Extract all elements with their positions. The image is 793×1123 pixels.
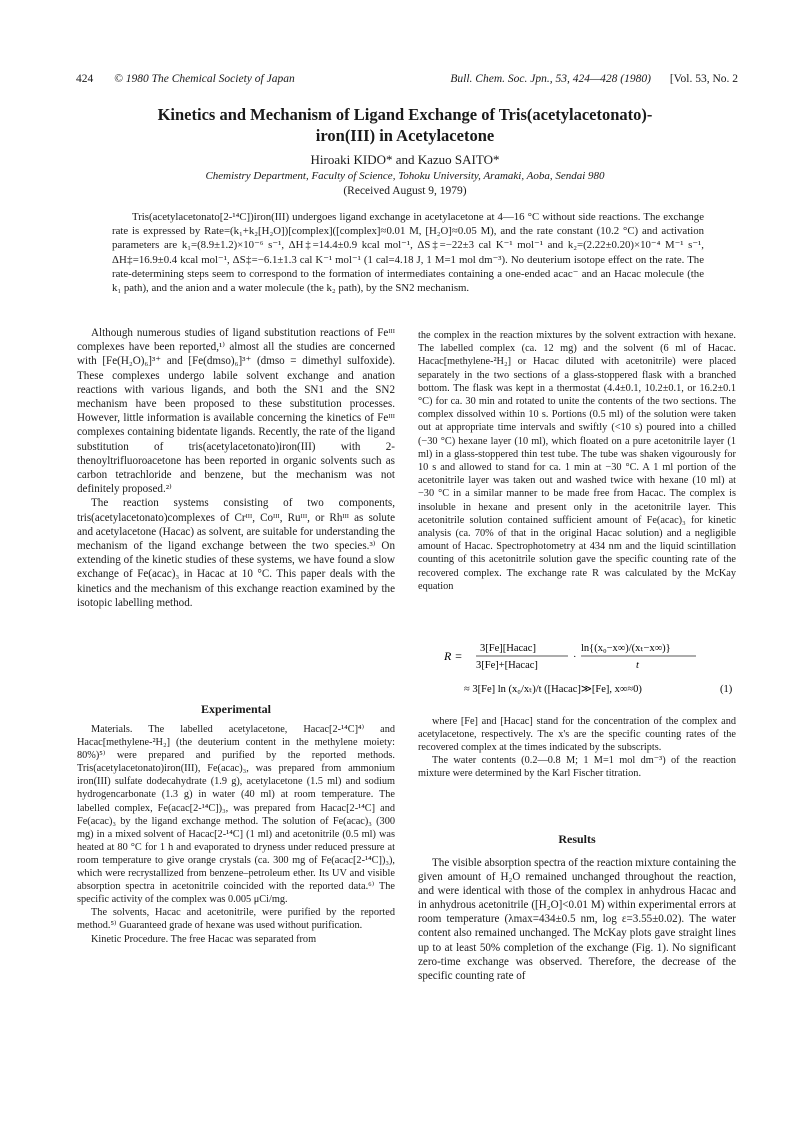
abstract: Tris(acetylacetonato[2-¹⁴C])iron(III) undergoes ligand exchange in acetylacetone at 4—16 °C without side reactions. The exchange rate is expressed by Rate=(k₁+k₂[H₂O])[complex]([complex]≈0.01 M, [H₂O]≈0.05 M), and the rate constant (10.2 °C) and activation parameters are k₁=(8.9±1.2)×10⁻⁶ s⁻¹, ΔH‡=14.4±0.9 kcal mol⁻¹, ΔS‡=−22±3 cal K⁻¹ mol⁻¹ and k₂=(2.22±0.20)×10⁻⁴ M⁻¹ s⁻¹, ΔH‡=16.9±0.4 kcal mol⁻¹, ΔS‡=−6.1±1.3 cal K⁻¹ mol⁻¹ (1 cal=4.18 J, 1 M=1 mol dm⁻³). No deuterium isotope effect on the rate. The rate-determining steps seem to correspond to the formation of intermediates containing a one-ended acac⁻ and an Hacac molecule (the k₁ path), and the anion and a water molecule (the k₂ path), by the SN2 mechanism.	[112, 211, 704, 295]
authors: Hiroaki KIDO* and Kazuo SAITO*	[310, 152, 500, 167]
page-number: 424	[76, 73, 94, 85]
experimental-text	[77, 723, 395, 946]
intro-paragraph-1: Although numerous studies of ligand substitution reactions of Feᴵᴵᴵ complexes have been reported,¹⁾ almost all the studies are concerned with [Fe(H₂O)₆]³⁺ and [Fe(dmso)₆]³⁺ (dmso = dimethyl sulfoxide). These complexes undergo labile solvent exchange and anation reactions with various ligands, and both the SN1 and the SN2 mechanism have been proposed to these substitution processes. However, little information is available concerning the kinetics of Feᴵᴵᴵ complexes containing bidentate ligands. Recently, the rate of the ligand substitution of tris(acetylacetonato)iron(III) with 2-thenoyltrifluoroacetone has been reported in organic solvents such as carbon tetrachloride and benzene, but the mechanism was not definitely proposed.²⁾	[77, 327, 395, 496]
water-content-paragraph: The water contents (0.2—0.8 M; 1 M=1 mol dm⁻³) of the reaction mixture were determined by the Karl Fischer titration.	[418, 755, 736, 780]
right-column-procedure	[418, 329, 736, 593]
eq-number: (1)	[720, 684, 733, 695]
article-title	[60, 104, 750, 146]
affiliation: Chemistry Department, Faculty of Science, Tohoku University, Aramaki, Aoba, Sendai 980	[205, 170, 605, 182]
where-paragraph: where [Fe] and [Hacac] stand for the concentration of the complex and acetylacetone, respectively. The x's are the specific counting rates of the recovered complex at the times indicated by the subscripts.	[418, 716, 736, 754]
left-column-intro	[77, 326, 395, 610]
eq-numerator-1: 3[Fe][Hacac]	[480, 643, 536, 654]
results-text	[418, 856, 736, 983]
results-heading: Results	[558, 832, 596, 846]
running-header	[76, 73, 738, 85]
mckay-equation	[418, 637, 736, 707]
title-line-2: iron(III) in Acetylacetone	[315, 126, 495, 145]
solvents-paragraph: The solvents, Hacac and acetonitrile, were purified by the reported method.⁵⁾ Guaranteed grade of hexane was used without purification.	[77, 907, 395, 932]
procedure-paragraph: the complex in the reaction mixtures by the solvent extraction with hexane. The labelled complex (ca. 12 mg) and the solvent (6 ml of Hacac. Hacac[methylene-²H₂] or Hacac diluted with acetonitrile) were placed separately in the two sections of a glass-stoppered flask with a branched bottom. The flask was kept in a thermostat (4.4±0.1, 10.2±0.1, or 16.2±0.1 °C) for ca. 30 min and rotated to unite the contents of the two sections. The complex dissolved within 10 s. Portions (0.5 ml) of the solution were taken out at appropriate time intervals and swiftly (<10 s) poured into a chilled (−30 °C) hexane layer (10 ml), which floated on a pure acetonitrile layer (1 ml) in a glass-stoppered thin test tube. The tube was shaken vigourously for 10 s and allowed to stand for ca. 1 min at −30 °C. A 1 ml portion of the acetonitrile layer was taken out and washed twice with hexane (10 ml) at −30 °C in a similar manner to be made free from Hacac. The complex is insoluble in hexane and present only in the acetonitrile layer. This acetonitrile solution contained sufficient amount of Fe(acac)₃ for kinetic analysis (ca. 70% of that in the original Hacac solution) and a negligible amount of Hacac. Spectrophotometry at 434 nm and the liquid scintillation counting of this acetonitrile solution gave the specific counting rate of the recovered complex. The exchange rate R was calculated by the McKay equation	[418, 330, 736, 592]
experimental-heading: Experimental	[201, 702, 271, 716]
copyright-notice: © 1980 The Chemical Society of Japan	[114, 73, 295, 85]
equation-graphic	[418, 637, 736, 707]
received-date: (Received August 9, 1979)	[343, 185, 467, 197]
eq-denominator-2: t	[636, 660, 639, 671]
results-paragraph-1: The visible absorption spectra of the reaction mixture containing the given amount of H₂O remained unchanged throughout the reaction, and were identical with those of the complex in anhydrous Hacac and in anhydrous acetonitrile ([H₂O]<0.01 M) within experimental errors at room temperature (λmax=434±0.5 nm, log ε=3.55±0.02). The water content also remained unchanged. The McKay plots gave straight lines up to at least 50% completion of the exchange (Fig. 1). No significant zero-time exchange was observed. Therefore, the decrease of the specific counting rate of	[418, 857, 736, 982]
eq-lhs: R =	[444, 649, 463, 663]
kinetic-procedure-paragraph: Kinetic Procedure. The free Hacac was separated from	[91, 933, 317, 945]
materials-paragraph: Materials. The labelled acetylacetone, Hacac[2-¹⁴C]⁴⁾ and Hacac[methylene-²H₂] (the deuterium content in the methylene moiety: 80%)⁵⁾ were prepared and purified by the reported methods. Tris(acetylacetonato)iron(III), Fe(acac)₃, was prepared from ammonium iron(III) sulfate dodecahydrate (1.9 g), acetylacetone (1.5 ml) and sodium hydrogencarbonate (1.3 g) in water (40 ml) at room temperature. The labelled complex, Fe(acac[2-¹⁴C])₃, was prepared from Hacac[2-¹⁴C] and Fe(acac)₃ by the ligand exchange method. The solution of Fe(acac)₃ (300 mg) in a mixed solvent of Hacac[2-¹⁴C] (1 ml) and acetonitrile (0.5 ml) was heated at 80 °C for 1 h and evaporated to dryness under reduced pressure at room temperature to give orange crystals (ca. 300 mg of Fe(acac[2-¹⁴C])₃), which were recrystallized from benzene–petroleum ether. Its UV and visible absorption spectra in acetonitrile coincided with the reported data.⁶⁾ The specific activity of the complex was 0.005 μCi/mg.	[77, 724, 395, 906]
title-line-1: Kinetics and Mechanism of Ligand Exchange of Tris(acetylacetonato)-	[157, 105, 653, 124]
intro-paragraph-2: The reaction systems consisting of two components, tris(acetylacetonato)complexes of Crᴵᴵᴵ, Coᴵᴵᴵ, Ruᴵᴵᴵ, or Rhᴵᴵᴵ as solute and acetylacetone (Hacac) as solvent, are suitable for understanding the mechanism of the ligand exchange between the two species.³⁾ On extending of the kinetic studies of these systems, we have found a slow exchange of Fe(acac)₃ in Hacac at 10 °C. This paper deals with the kinetics and the mechanism of this exchange reaction examined by the isotopic labelling method.	[77, 497, 395, 609]
right-column-after-equation	[418, 715, 736, 780]
eq-denominator-1: 3[Fe]+[Hacac]	[476, 660, 538, 671]
eq-numerator-2: ln{(x₀−x∞)/(xₜ−x∞)}	[581, 643, 671, 654]
experimental-section-heading	[77, 702, 395, 717]
volume-info: [Vol. 53, No. 2	[669, 73, 738, 85]
eq-approximation: ≈ 3[Fe] ln (x₀/xₜ)/t ([Hacac]≫[Fe], x∞≈0)	[464, 684, 642, 695]
results-section-heading	[418, 832, 736, 847]
eq-dot: ·	[573, 652, 577, 663]
journal-citation: Bull. Chem. Soc. Jpn., 53, 424—428 (1980)	[450, 73, 651, 85]
